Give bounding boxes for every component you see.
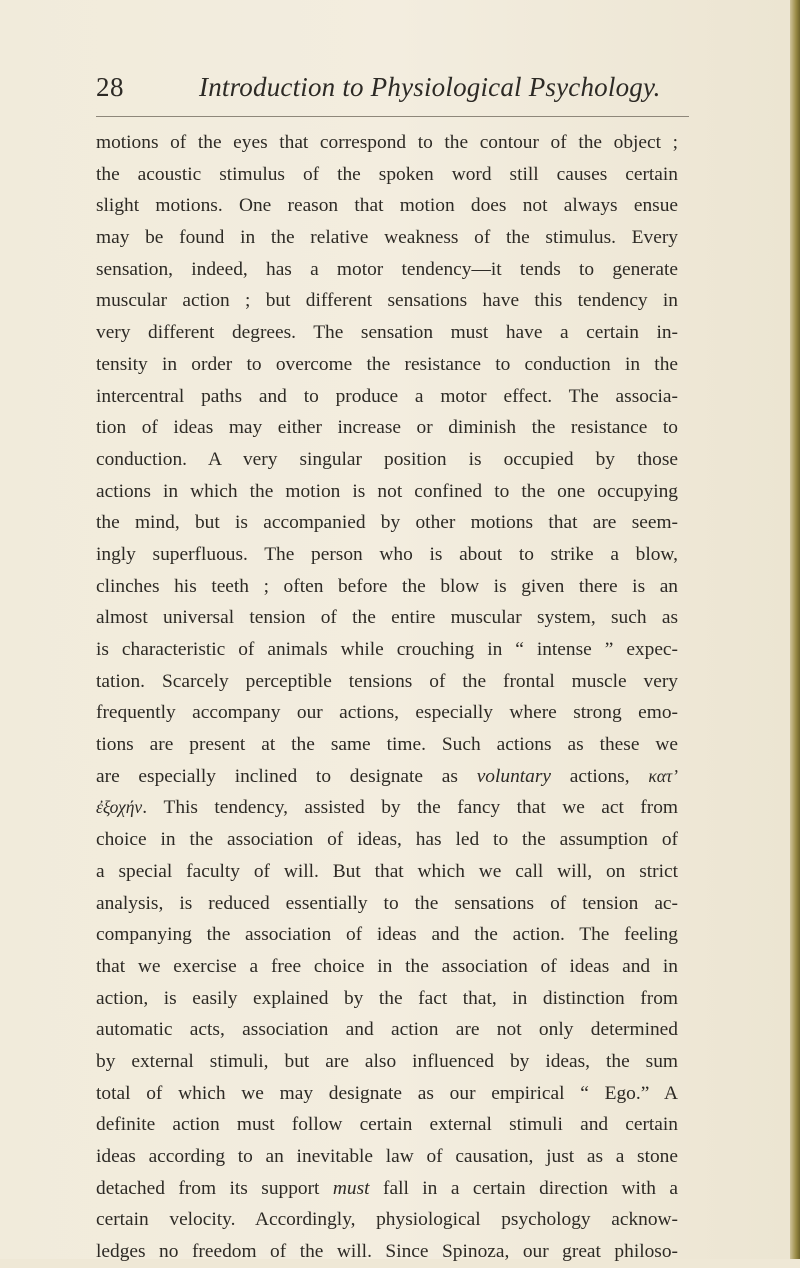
text-line: slight motions. One reason that motion does not always ensue: [96, 195, 678, 217]
text-line: conduction. A very singular position is occupied by those: [96, 448, 678, 470]
text-run: actions,: [551, 765, 649, 787]
italic-term-must: must: [332, 1177, 370, 1199]
text-line: automatic acts, association and action are not only determined: [96, 1019, 678, 1041]
text-line: may be found in the relative weakness of the stimulus. Every: [96, 227, 678, 249]
text-line: motions of the eyes that correspond to the contour of the object ;: [96, 132, 678, 153]
text-line: muscular action ; but different sensations have this tendency in: [96, 290, 678, 312]
text-line: tions are present at the same time. Such actions as these we: [96, 734, 678, 756]
running-title: Introduction to Physiological Psychology.: [199, 72, 661, 102]
text-run: . This tendency, assisted by the fancy that we act from: [142, 797, 678, 819]
text-line: almost universal tension of the entire muscular system, such as: [96, 607, 678, 629]
text-line: that we exercise a free choice in the association of ideas and in: [96, 955, 678, 977]
text-run: detached from its support: [96, 1177, 333, 1199]
italic-term-voluntary: voluntary: [476, 765, 552, 787]
text-line: very different degrees. The sensation must have a certain in-: [96, 322, 678, 344]
text-line: companying the association of ideas and the action. The feeling: [96, 924, 678, 946]
text-line: sensation, indeed, has a motor tendency—it tends to generate: [96, 258, 678, 280]
text-line: total of which we may designate as our empirical “ Ego.” A: [96, 1082, 678, 1104]
text-line: intercentral paths and to produce a motor effect. The associa-: [96, 385, 678, 407]
text-line: clinches his teeth ; often before the blow is given there is an: [96, 575, 678, 597]
text-line: ledges no freedom of the will. Since Spinoza, our great philoso-: [96, 1241, 678, 1263]
text-line: certain velocity. Accordingly, physiological psychology acknow-: [96, 1209, 678, 1231]
text-line: action, is easily explained by the fact that, in distinction from: [96, 987, 678, 1009]
book-spine-edge: [790, 0, 800, 1259]
text-line: a special faculty of will. But that which we call will, on strict: [96, 860, 678, 882]
text-line: [96, 792, 678, 824]
page-number: 28: [96, 72, 124, 102]
text-line: ingly superfluous. The person who is about to strike a blow,: [96, 543, 678, 565]
text-line: the acoustic stimulus of the spoken word still causes certain: [96, 163, 678, 185]
text-line: frequently accompany our actions, especially where strong emo-: [96, 702, 678, 724]
text-line: tensity in order to overcome the resistance to conduction in the: [96, 353, 678, 375]
text-line: actions in which the motion is not confined to the one occupying: [96, 480, 678, 502]
page-header: [0, 68, 790, 116]
text-line: by external stimuli, but are also influenced by ideas, the sum: [96, 1050, 678, 1072]
text-run: fall in a certain direction with a: [369, 1177, 678, 1199]
text-line: tation. Scarcely perceptible tensions of the frontal muscle very: [96, 670, 678, 692]
body-text: [96, 127, 678, 1268]
text-line: [96, 1173, 678, 1205]
header-rule: [96, 116, 689, 117]
text-line: ideas according to an inevitable law of causation, just as a stone: [96, 1146, 678, 1167]
text-line: [96, 761, 678, 793]
greek-term: ἐξοχήν: [96, 797, 143, 818]
greek-term: κατ’: [648, 765, 678, 786]
text-line: analysis, is reduced essentially to the sensations of tension ac-: [96, 892, 678, 914]
text-run: are especially inclined to designate as: [96, 765, 477, 787]
text-line: definite action must follow certain external stimuli and certain: [96, 1114, 678, 1136]
text-line: the mind, but is accompanied by other motions that are seem-: [96, 512, 678, 534]
text-line: choice in the association of ideas, has led to the assumption of: [96, 829, 678, 851]
text-line: tion of ideas may either increase or diminish the resistance to: [96, 417, 678, 439]
text-line: is characteristic of animals while crouching in “ intense ” expec-: [96, 639, 678, 660]
